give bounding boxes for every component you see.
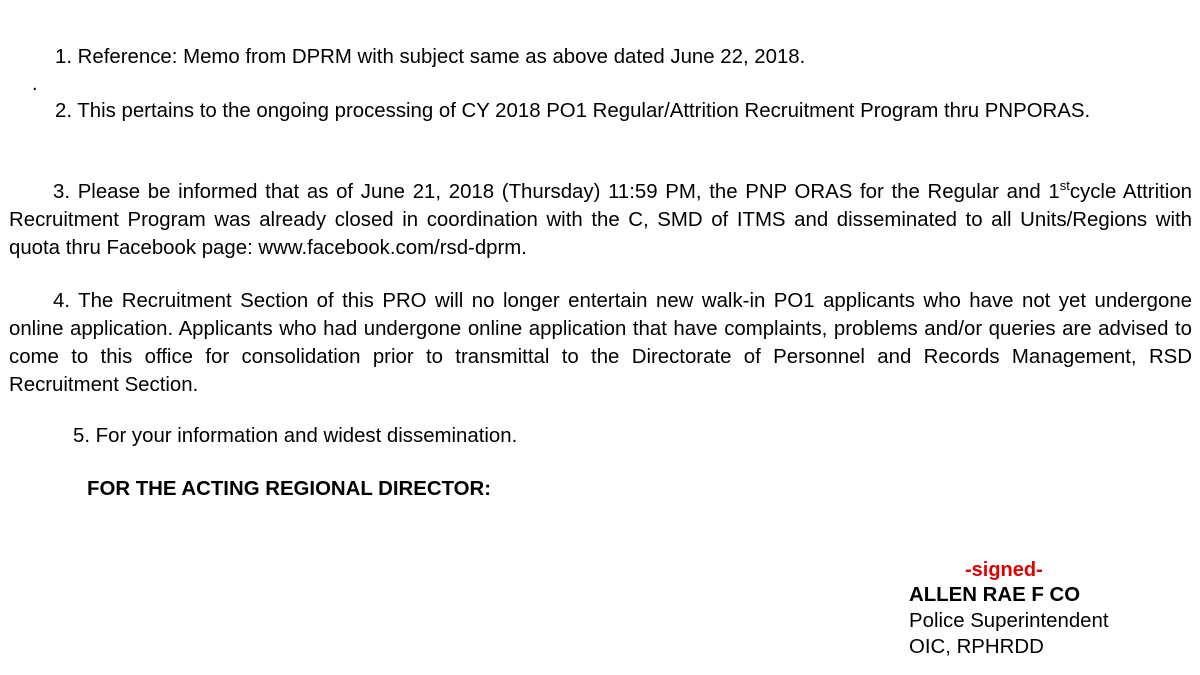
signatory-title: Police Superintendent — [909, 610, 1109, 632]
stray-mark: . — [32, 73, 38, 95]
paragraph-4 — [9, 287, 1192, 399]
paragraph-2 — [9, 97, 1192, 125]
paragraph-4-text: 4. The Recruitment Section of this PRO will no longer entertain new walk-in PO1 applicants who have not yet undergone online application. Applicants who had undergone online application that have complaints, problems and/or queries are advised to come to this office for consolidation prior to transmittal to the Directorate of Personnel and Records Management, RSD Recruitment Section. — [9, 290, 1192, 396]
paragraph-5-text: 5. For your information and widest dissemination. — [73, 425, 518, 447]
ordinal-superscript: st — [1059, 178, 1070, 193]
paragraph-3 — [9, 178, 1192, 262]
paragraph-3-text-b: cycle Attrition Recruitment Program was already closed in coordination with the C, SMD of ITMS and disseminated to all Units/Regions with quota thru Facebook page: www.facebook.com/rsd-dprm. — [9, 181, 1192, 259]
closing-line: FOR THE ACTING REGIONAL DIRECTOR: — [87, 478, 492, 500]
paragraph-2-text: 2. This pertains to the ongoing processing of CY 2018 PO1 Regular/Attrition Recruitment Program thru PNPORAS. — [55, 100, 1091, 122]
signed-mark: -signed- — [965, 559, 1043, 581]
paragraph-1-text: 1. Reference: Memo from DPRM with subject same as above dated June 22, 2018. — [55, 46, 806, 68]
signatory-name: ALLEN RAE F CO — [909, 584, 1081, 606]
paragraph-1 — [55, 43, 1155, 71]
signatory-office: OIC, RPHRDD — [909, 636, 1044, 658]
signature-block — [909, 558, 1189, 660]
paragraph-3-text-a: 3. Please be informed that as of June 21, 2018 (Thursday) 11:59 PM, the PNP ORAS for the Regular and 1 — [53, 181, 1060, 203]
paragraph-5 — [73, 422, 1173, 450]
